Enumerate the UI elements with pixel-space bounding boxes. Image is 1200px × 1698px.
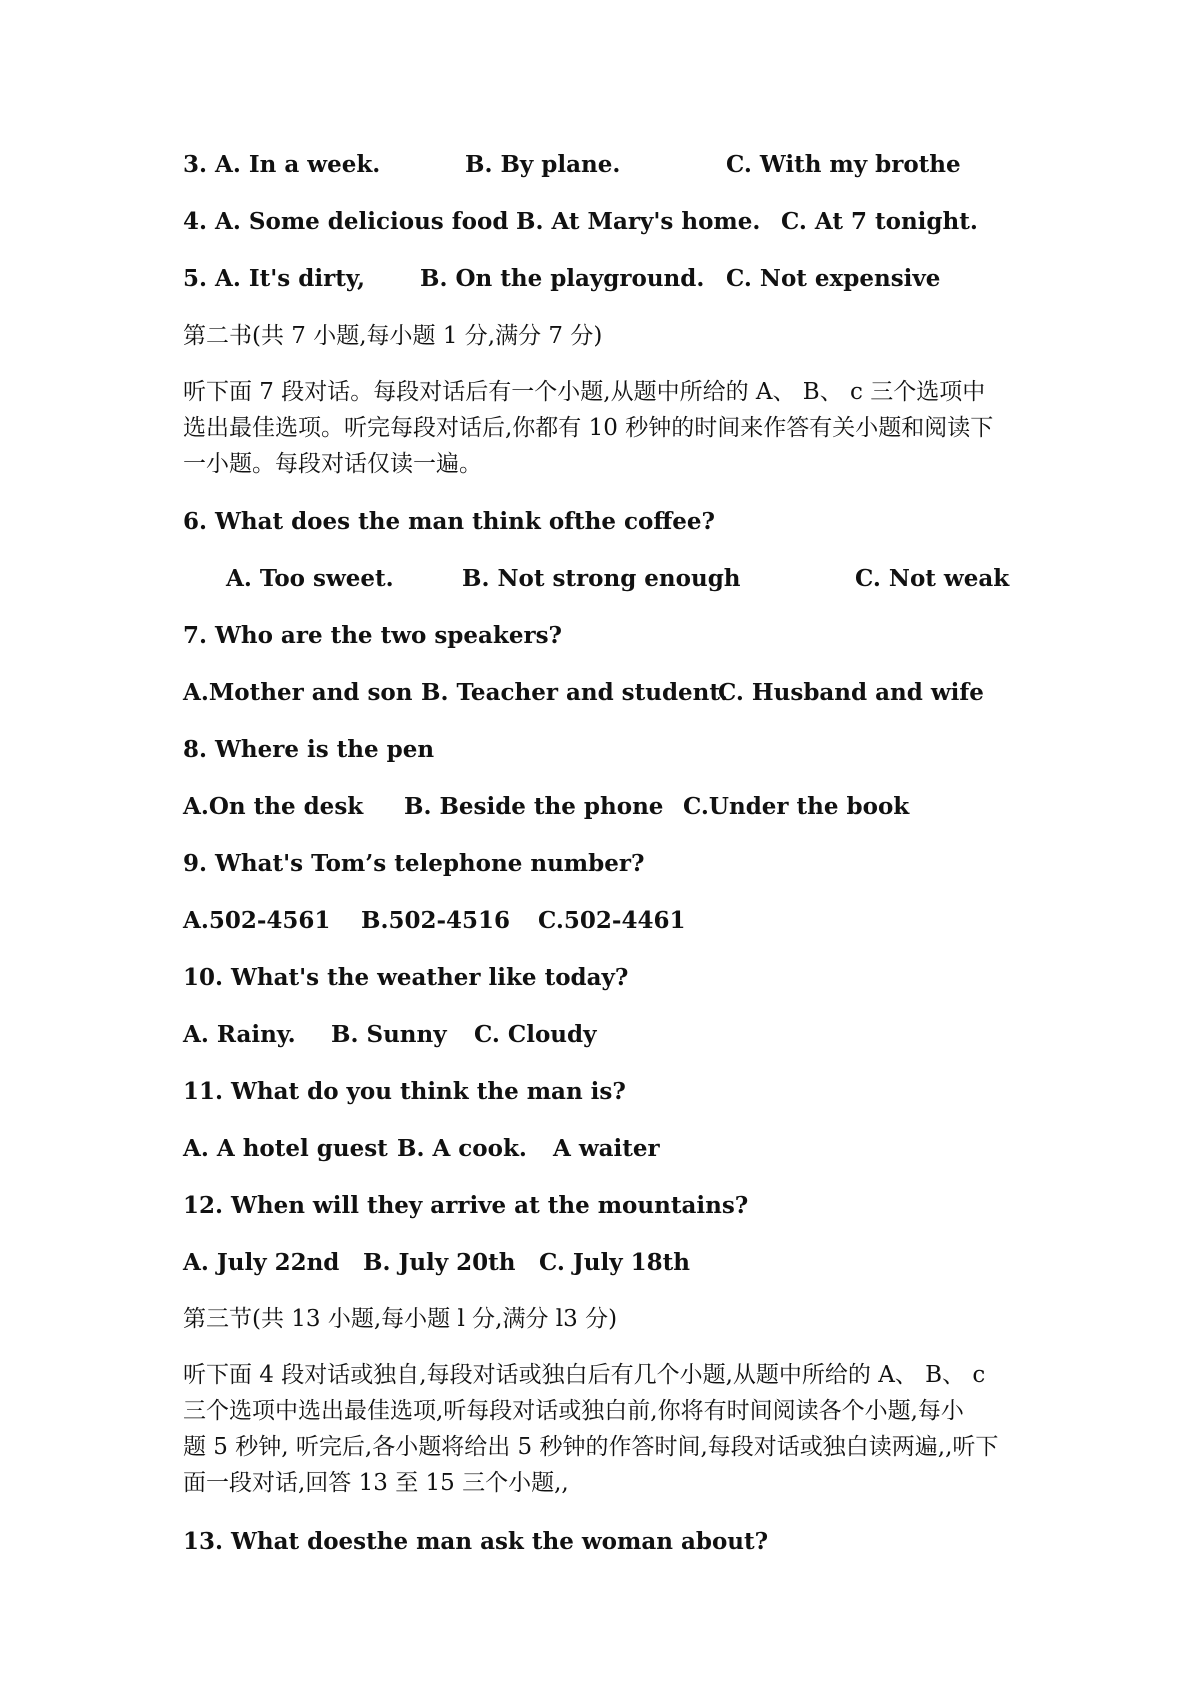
option-12c: C. July 18th — [539, 1249, 690, 1276]
option-3c: C. With my brothe — [726, 151, 961, 178]
question-9: 9. What's Tom’s telephone number? — [183, 850, 645, 877]
option-3b: B. By plane. — [465, 151, 621, 178]
section2-instruction-line3: 一小题。每段对话仅读一遍。 — [183, 451, 482, 477]
option-10b: B. Sunny — [331, 1021, 447, 1048]
option-8c: C.Under the book — [683, 793, 910, 820]
option-4b: B. At Mary's home. — [516, 208, 761, 235]
section2-heading: 第二书(共 7 小题,每小题 1 分,满分 7 分) — [183, 323, 603, 349]
option-5b: B. On the playground. — [420, 265, 705, 292]
section3-instruction-line3: 题 5 秒钟, 听完后,各小题将给出 5 秒钟的作答时间,每段对话或独白读两遍,,听下 — [183, 1434, 999, 1460]
option-8a: A.On the desk — [183, 793, 364, 820]
option-9b: B.502-4516 — [361, 907, 511, 934]
option-5c: C. Not expensive — [726, 265, 941, 292]
option-12b: B. July 20th — [363, 1249, 516, 1276]
option-4c: C. At 7 tonight. — [781, 208, 978, 235]
option-11b: B. A cook. — [397, 1135, 527, 1162]
option-12a: A. July 22nd — [183, 1249, 340, 1276]
option-9a: A.502-4561 — [183, 907, 331, 934]
option-10a: A. Rainy. — [183, 1021, 296, 1048]
question-13: 13. What doesthe man ask the woman about? — [183, 1528, 769, 1555]
option-9c: C.502-4461 — [538, 907, 686, 934]
section3-instruction-line4: 面一段对话,回答 13 至 15 三个小题,, — [183, 1470, 569, 1496]
question-11: 11. What do you think the man is? — [183, 1078, 626, 1105]
question-10: 10. What's the weather like today? — [183, 964, 629, 991]
option-3a: 3. A. In a week. — [183, 151, 381, 178]
option-7a: A.Mother and son — [183, 679, 413, 706]
section3-heading: 第三节(共 13 小题,每小题 l 分,满分 l3 分) — [183, 1306, 618, 1332]
question-6: 6. What does the man think ofthe coffee? — [183, 508, 716, 535]
question-8: 8. Where is the pen — [183, 736, 435, 763]
option-10c: C. Cloudy — [474, 1021, 597, 1048]
section2-instruction-line2: 选出最佳选项。听完每段对话后,你都有 10 秒钟的时间来作答有关小题和阅读下 — [183, 415, 994, 441]
option-11c: A waiter — [553, 1135, 660, 1162]
section3-instruction-line2: 三个选项中选出最佳选项,听每段对话或独白前,你将有时间阅读各个小题,每小 — [183, 1398, 964, 1424]
option-7c: C. Husband and wife — [718, 679, 984, 706]
section3-instruction-line1: 听下面 4 段对话或独自,每段对话或独白后有几个小题,从题中所给的 A、 B、 c — [183, 1362, 986, 1388]
question-12: 12. When will they arrive at the mountains? — [183, 1192, 749, 1219]
section2-instruction-line1: 听下面 7 段对话。每段对话后有一个小题,从题中所给的 A、 B、 c 三个选项中 — [183, 379, 986, 405]
option-6a: A. Too sweet. — [226, 565, 394, 592]
option-5a: 5. A. It's dirty, — [183, 265, 365, 292]
option-6c: C. Not weak — [855, 565, 1010, 592]
option-11a: A. A hotel guest — [183, 1135, 388, 1162]
option-8b: B. Beside the phone — [404, 793, 664, 820]
option-4a: 4. A. Some delicious food — [183, 208, 509, 235]
question-7: 7. Who are the two speakers? — [183, 622, 563, 649]
option-6b: B. Not strong enough — [462, 565, 741, 592]
option-7b: B. Teacher and student. — [421, 679, 729, 706]
